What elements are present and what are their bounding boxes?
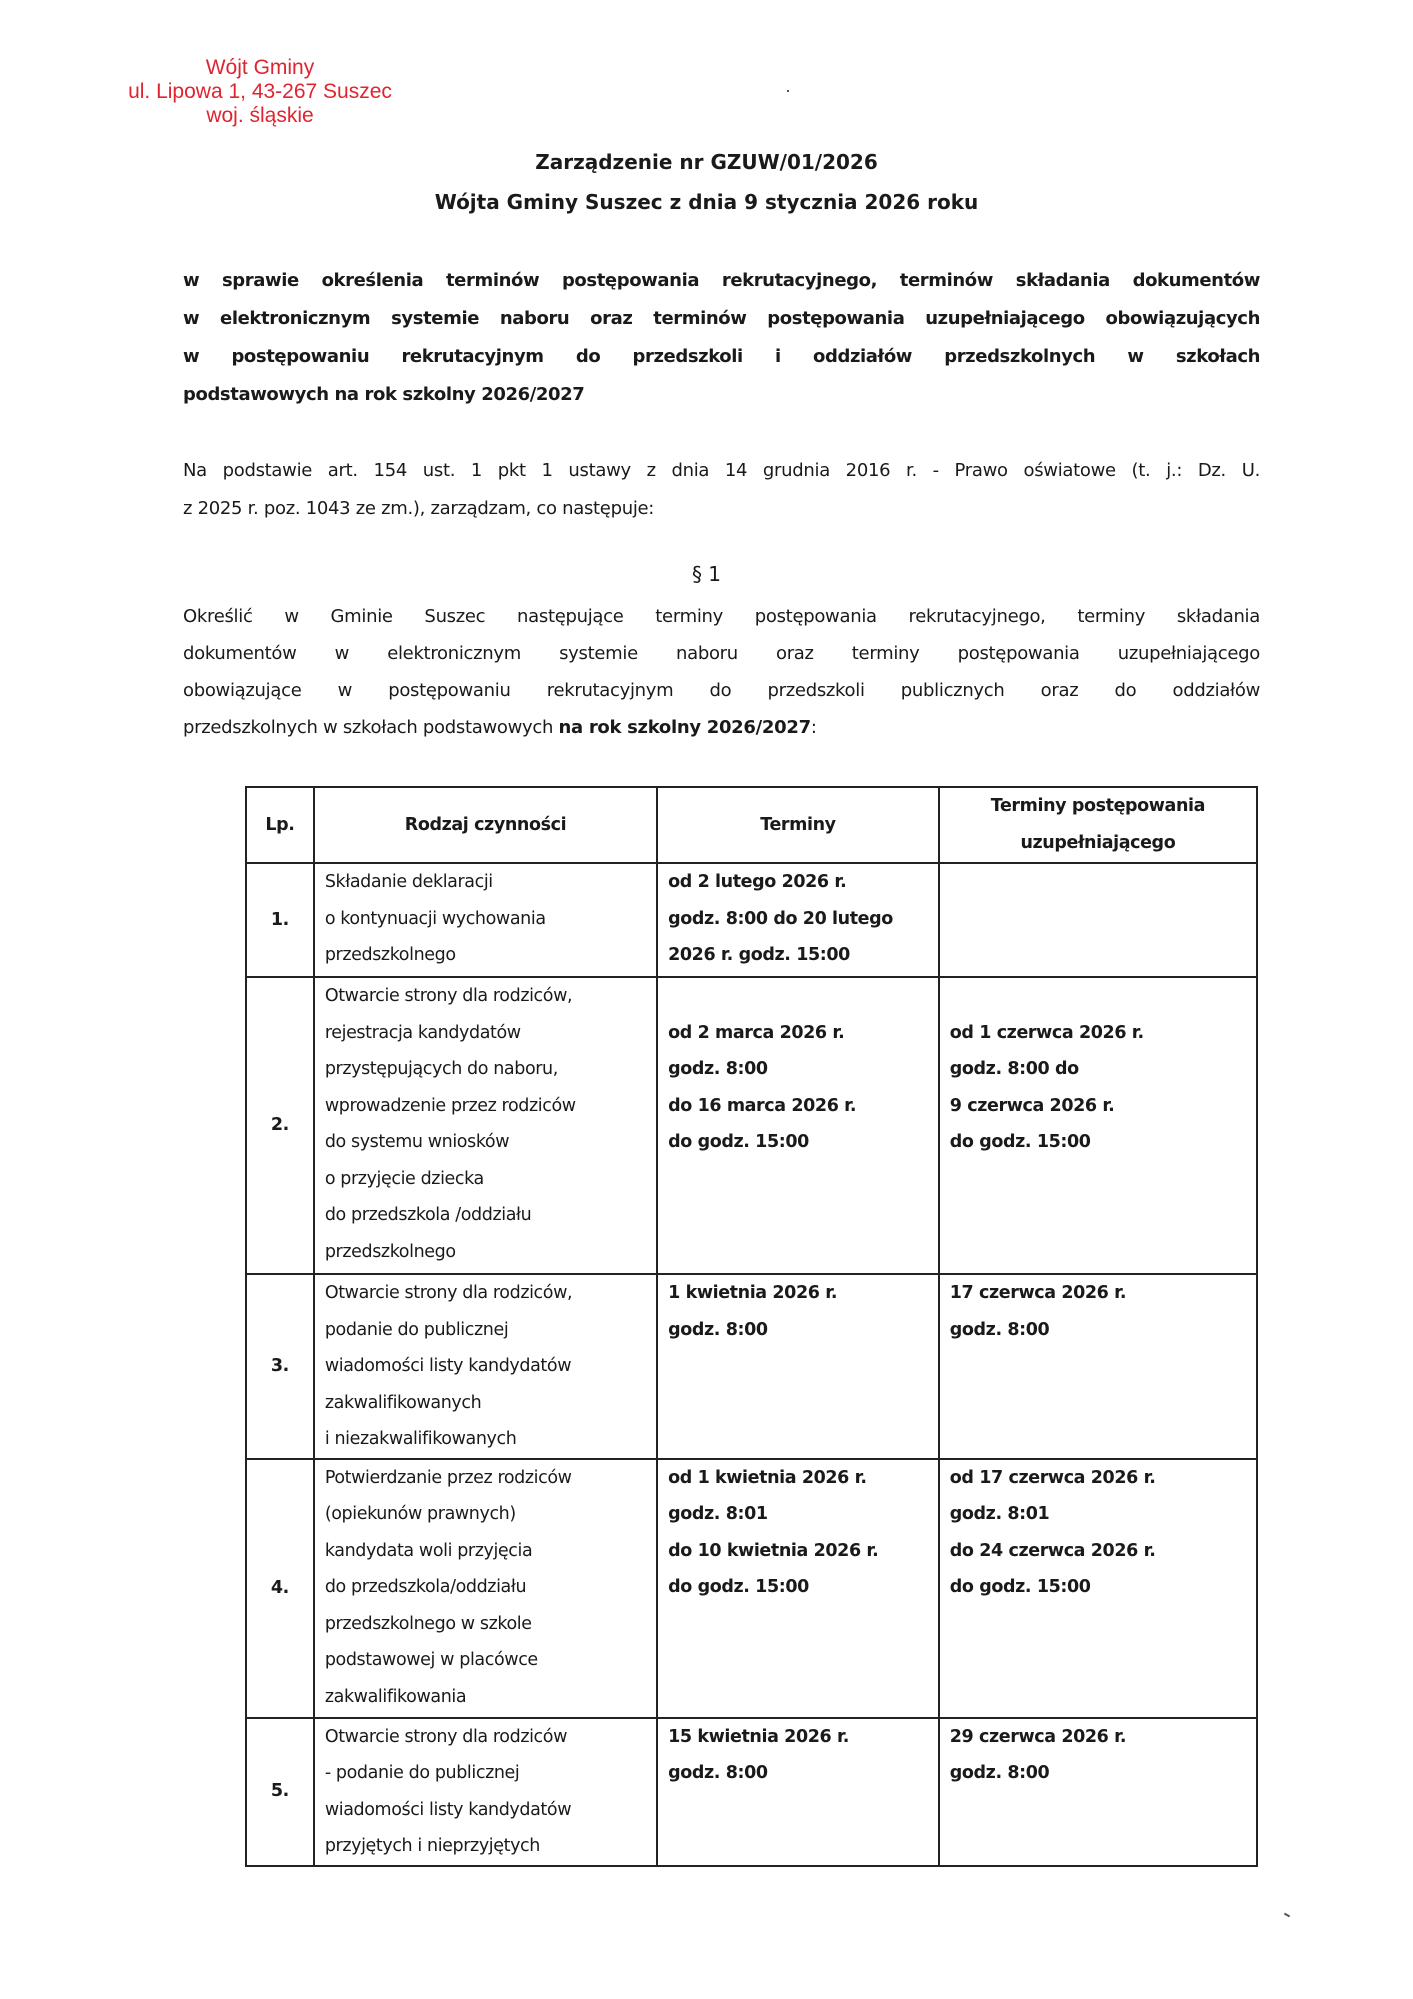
school-year-emphasis: na rok szkolny 2026/2027: [558, 717, 811, 738]
section-text: [183, 598, 1260, 746]
document-title: Zarządzenie nr GZUW/01/2026: [535, 150, 878, 174]
header-supplementary: [939, 787, 1257, 863]
activity-cell-line: Otwarcie strony dla rodziców: [324, 1726, 568, 1747]
scan-speck: [1284, 1913, 1290, 1918]
activity-cell-line: przystępujących do naboru,: [324, 1059, 558, 1079]
row-number: 3.: [246, 1274, 314, 1459]
activity-cell-line: do przedszkola /oddziału: [324, 1205, 532, 1225]
supplementary-dates-cell: [939, 863, 1257, 977]
activity-cell-line: (opiekunów prawnych): [324, 1504, 516, 1524]
activity-cell-line: podanie do publicznej: [324, 1319, 509, 1340]
supplementary-dates-cell-line: godz. 8:00 do: [949, 1059, 1079, 1079]
section-line-plain: przedszkolnych w szkołach podstawowych: [183, 717, 559, 738]
activity-cell-line: Otwarcie strony dla rodziców,: [324, 1283, 573, 1303]
dates-cell: [657, 1274, 939, 1459]
activity-cell-line: kandydata woli przyjęcia: [324, 1540, 533, 1561]
dates-cell-line: godz. 8:00: [668, 1059, 768, 1079]
supplementary-dates-cell-line: do 24 czerwca 2026 r.: [949, 1540, 1156, 1561]
row-number: 5.: [246, 1718, 314, 1866]
supplementary-dates-cell-line: do godz. 15:00: [949, 1577, 1091, 1597]
activity-cell-line: Składanie deklaracji: [324, 872, 493, 892]
activity-cell-line: zakwalifikowanych: [324, 1392, 482, 1413]
header-activity: Rodzaj czynności: [314, 787, 657, 863]
stamp-line-address: ul. Lipowa 1, 43-267 Suszec: [128, 80, 392, 103]
activity-cell: [314, 1718, 657, 1866]
table-header-row: [246, 787, 1257, 863]
document-subtitle: Wójta Gminy Suszec z dnia 9 stycznia 2026 roku: [434, 190, 979, 214]
activity-cell-line: przedszkolnego: [324, 1241, 456, 1262]
dates-cell-line: do godz. 15:00: [668, 1132, 809, 1152]
stamp-line-voivodeship: woj. śląskie: [206, 104, 314, 127]
subject-line: w postępowaniu rekrutacyjnym do przedszkoli i oddziałów przedszkolnych w szkołach: [183, 346, 1260, 367]
table-row: [246, 863, 1257, 977]
activity-cell-line: o kontynuacji wychowania: [324, 908, 546, 929]
row-number: 1.: [246, 863, 314, 977]
activity-cell: [314, 977, 657, 1274]
section-line: dokumentów w elektronicznym systemie naboru oraz terminy postępowania uzupełniającego: [183, 643, 1260, 664]
header-supplementary-line: uzupełniającego: [1020, 833, 1176, 853]
dates-cell-line: godz. 8:01: [668, 1504, 768, 1524]
dates-cell-line: od 2 marca 2026 r.: [668, 1022, 845, 1043]
recruitment-schedule-table: [245, 786, 1258, 1867]
dates-cell-line: [668, 978, 928, 1015]
activity-cell-line: przyjętych i nieprzyjętych: [324, 1836, 540, 1856]
scan-speck: [787, 90, 789, 92]
dates-cell-line: godz. 8:00 do 20 lutego: [668, 908, 893, 929]
activity-cell-line: podstawowej w placówce: [324, 1650, 538, 1670]
activity-cell-line: i niezakwalifikowanych: [324, 1429, 517, 1449]
supplementary-dates-cell-line: godz. 8:00: [949, 1763, 1050, 1783]
subject-line: podstawowych na rok szkolny 2026/2027: [183, 384, 585, 405]
stamp-line-office: Wójt Gminy: [205, 56, 315, 79]
supplementary-dates-cell-line: 29 czerwca 2026 r.: [949, 1726, 1127, 1747]
header-dates: Terminy: [657, 787, 939, 863]
row-number: 2.: [246, 977, 314, 1274]
supplementary-dates-cell: [939, 1459, 1257, 1718]
dates-cell-line: godz. 8:00: [668, 1763, 768, 1783]
dates-cell-line: do godz. 15:00: [668, 1577, 809, 1597]
activity-cell-line: wiadomości listy kandydatów: [324, 1356, 572, 1376]
supplementary-dates-cell-line: do godz. 15:00: [949, 1132, 1091, 1152]
activity-cell: [314, 863, 657, 977]
supplementary-dates-cell-line: godz. 8:01: [949, 1504, 1050, 1524]
row-number: 4.: [246, 1459, 314, 1718]
dates-cell-line: godz. 8:00: [668, 1319, 768, 1340]
supplementary-dates-cell-line: od 17 czerwca 2026 r.: [949, 1467, 1156, 1488]
supplementary-dates-cell-line: od 1 czerwca 2026 r.: [949, 1022, 1144, 1043]
activity-cell-line: - podanie do publicznej: [324, 1763, 520, 1783]
activity-cell-line: o przyjęcie dziecka: [324, 1168, 484, 1189]
table-row: [246, 1274, 1257, 1459]
activity-cell-line: Otwarcie strony dla rodziców,: [324, 986, 573, 1006]
section-line: Określić w Gminie Suszec następujące terminy postępowania rekrutacyjnego, terminy składania: [183, 606, 1260, 627]
section-line-last: [183, 709, 1260, 746]
dates-cell-line: 2026 r. godz. 15:00: [668, 945, 850, 965]
activity-cell-line: Potwierdzanie przez rodziców: [324, 1467, 572, 1488]
supplementary-dates-cell: [939, 977, 1257, 1274]
basis-line: Na podstawie art. 154 ust. 1 pkt 1 ustawy z dnia 14 grudnia 2016 r. - Prawo oświatowe (t. j.: Dz. U.: [183, 460, 1260, 481]
section-line-end: :: [810, 717, 817, 738]
basis-line: z 2025 r. poz. 1043 ze zm.), zarządzam, co następuje:: [183, 498, 655, 519]
dates-cell: [657, 1459, 939, 1718]
dates-cell-line: 15 kwietnia 2026 r.: [668, 1726, 849, 1747]
supplementary-dates-cell-line: 9 czerwca 2026 r.: [949, 1095, 1115, 1116]
activity-cell-line: wiadomości listy kandydatów: [324, 1799, 572, 1820]
section-line: obowiązujące w postępowaniu rekrutacyjnym do przedszkoli publicznych oraz do oddziałów: [183, 680, 1260, 701]
dates-cell-line: od 2 lutego 2026 r.: [668, 872, 847, 892]
activity-cell: [314, 1459, 657, 1718]
activity-cell-line: przedszkolnego: [324, 945, 456, 965]
header-lp: Lp.: [246, 787, 314, 863]
dates-cell-line: do 10 kwietnia 2026 r.: [668, 1540, 879, 1561]
activity-cell-line: wprowadzenie przez rodziców: [324, 1095, 576, 1116]
supplementary-dates-cell-line: 17 czerwca 2026 r.: [949, 1283, 1127, 1303]
table-row: [246, 1718, 1257, 1866]
dates-cell: [657, 863, 939, 977]
header-supplementary-line: Terminy postępowania: [990, 796, 1206, 816]
supplementary-dates-cell-line: [950, 978, 1246, 1015]
activity-cell-line: zakwalifikowania: [324, 1686, 467, 1707]
supplementary-dates-cell: [939, 1274, 1257, 1459]
dates-cell-line: 1 kwietnia 2026 r.: [668, 1283, 838, 1303]
table-row: [246, 1459, 1257, 1718]
dates-cell: [657, 977, 939, 1274]
dates-cell-line: do 16 marca 2026 r.: [668, 1095, 857, 1116]
supplementary-dates-cell-line: godz. 8:00: [949, 1319, 1050, 1340]
supplementary-dates-cell: [939, 1718, 1257, 1866]
activity-cell-line: przedszkolnego w szkole: [324, 1613, 532, 1634]
activity-cell-line: do systemu wniosków: [324, 1132, 510, 1152]
legal-basis: [183, 452, 1260, 528]
activity-cell-line: do przedszkola/oddziału: [324, 1577, 527, 1597]
activity-cell-line: rejestracja kandydatów: [324, 1022, 521, 1043]
subject-line: w sprawie określenia terminów postępowania rekrutacyjnego, terminów składania dokumentów: [183, 270, 1260, 291]
section-sign: § 1: [691, 562, 722, 586]
dates-cell: [657, 1718, 939, 1866]
subject-line: w elektronicznym systemie naboru oraz terminów postępowania uzupełniającego obowiązujących: [183, 308, 1260, 329]
activity-cell: [314, 1274, 657, 1459]
document-subject: [183, 262, 1260, 414]
dates-cell-line: od 1 kwietnia 2026 r.: [668, 1467, 867, 1488]
office-stamp: [110, 56, 410, 128]
table-row: [246, 977, 1257, 1274]
